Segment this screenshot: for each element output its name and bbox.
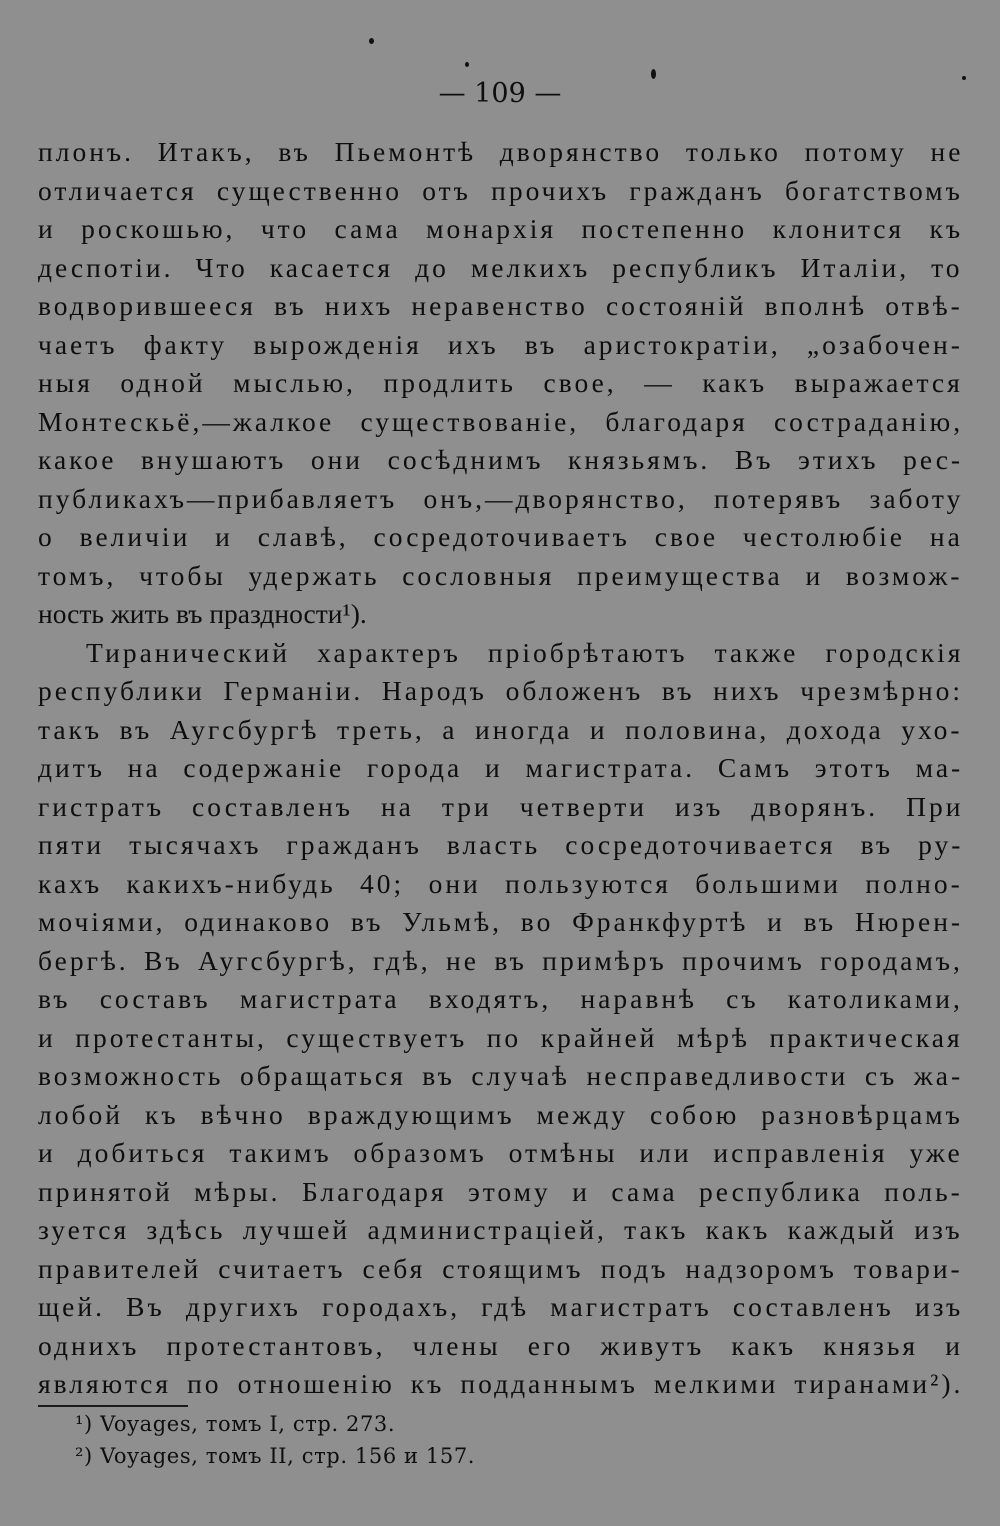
footnotes	[75, 1408, 775, 1472]
text-line: Монтескьё,—жалкое существованіе, благодаря состраданію,	[38, 405, 964, 437]
text-line: гистратъ составленъ на три четверти изъ дворянъ. При	[38, 790, 964, 822]
text-line: однихъ протестантовъ, члены его живутъ какъ князья и	[38, 1329, 963, 1361]
text-line: такъ въ Аугсбургѣ треть, а иногда и половина, дохода ухо-	[38, 713, 963, 745]
text-line: Тиранический характеръ пріобрѣтаютъ также городскія	[86, 636, 964, 668]
text-line: въ составъ магистрата входятъ, наравнѣ съ католиками,	[38, 983, 963, 1014]
text-line: о величіи и славѣ, сосредоточиваетъ свое честолюбіе на	[38, 521, 963, 552]
text-line: плонъ. Итакъ, въ Пьемонтѣ дворянство только потому не	[38, 136, 964, 167]
text-line: какое внушаютъ они сосѣднимъ князьямъ. Въ этихъ рес-	[38, 444, 964, 475]
scan-speck	[962, 76, 966, 80]
text-line: зуется здѣсь лучшей администраціей, такъ какъ каждый изъ	[38, 1214, 963, 1245]
scan-speck	[465, 62, 469, 67]
text-line: дитъ на содержаніе города и магистрата. Самъ этотъ ма-	[38, 752, 964, 783]
text-line: и роскошью, что сама монархія постепенно клонится къ	[38, 213, 964, 244]
text-line: ность жить въ праздности¹).	[38, 598, 367, 629]
footnote: ²) Voyages, томъ II, стр. 156 и 157.	[75, 1444, 476, 1468]
text-line: и добиться такимъ образомъ отмѣны или исправленія уже	[38, 1137, 963, 1168]
text-line: кахъ какихъ-нибудь 40; они пользуются большими полно-	[38, 867, 963, 899]
text-line: публикахъ—прибавляетъ онъ,—дворянство, потерявъ заботу	[38, 482, 964, 514]
text-line: лобой къ вѣчно враждующимъ между собою разновѣрцамъ	[38, 1098, 963, 1130]
text-line: мочіями, одинаково въ Ульмѣ, во Франкфуртѣ и въ Нюрен-	[38, 906, 964, 937]
text-line: принятой мѣры. Благодаря этому и сама республика поль-	[38, 1175, 963, 1207]
page-number: — 109 —	[438, 78, 562, 109]
text-line: отличается существенно отъ прочихъ гражданъ богатствомъ	[38, 174, 963, 206]
text-line: являются по отношенію къ подданнымъ мелкими тиранами²).	[38, 1368, 964, 1399]
text-line: и протестанты, существуетъ по крайней мѣрѣ практическая	[38, 1021, 963, 1053]
text-line: чаетъ факту вырожденія ихъ въ аристократіи, „озабочен-	[38, 328, 963, 360]
text-line: водворившееся въ нихъ неравенство состояній вполнѣ отвѣ-	[38, 290, 963, 321]
text-line: деспотіи. Что касается до мелкихъ республикъ Италіи, то	[38, 251, 963, 283]
text-line: правителей считаетъ себя стоящимъ подъ надзоромъ товари-	[38, 1252, 963, 1284]
text-line: ныя одной мыслью, продлить свое, — какъ выражается	[38, 367, 963, 398]
footnote: ¹) Voyages, томъ I, стр. 273.	[75, 1412, 396, 1436]
text-line: возможность обращаться въ случаѣ несправедливости съ жа-	[38, 1060, 964, 1091]
main-text	[38, 133, 963, 1404]
text-line: республики Германіи. Народъ обложенъ въ нихъ чрезмѣрно:	[38, 675, 964, 706]
text-line: томъ, чтобы удержать сословныя преимущества и возмож-	[38, 559, 963, 591]
scan-speck	[369, 38, 374, 44]
footnote-divider	[38, 1405, 188, 1407]
text-line: пяти тысячахъ гражданъ власть сосредоточивается въ ру-	[38, 829, 964, 860]
scan-speck	[651, 69, 656, 79]
text-line: щей. Въ другихъ городахъ, гдѣ магистратъ составленъ изъ	[38, 1291, 964, 1322]
text-line: бергѣ. Въ Аугсбургѣ, гдѣ, не въ примѣръ прочимъ городамъ,	[38, 944, 963, 976]
